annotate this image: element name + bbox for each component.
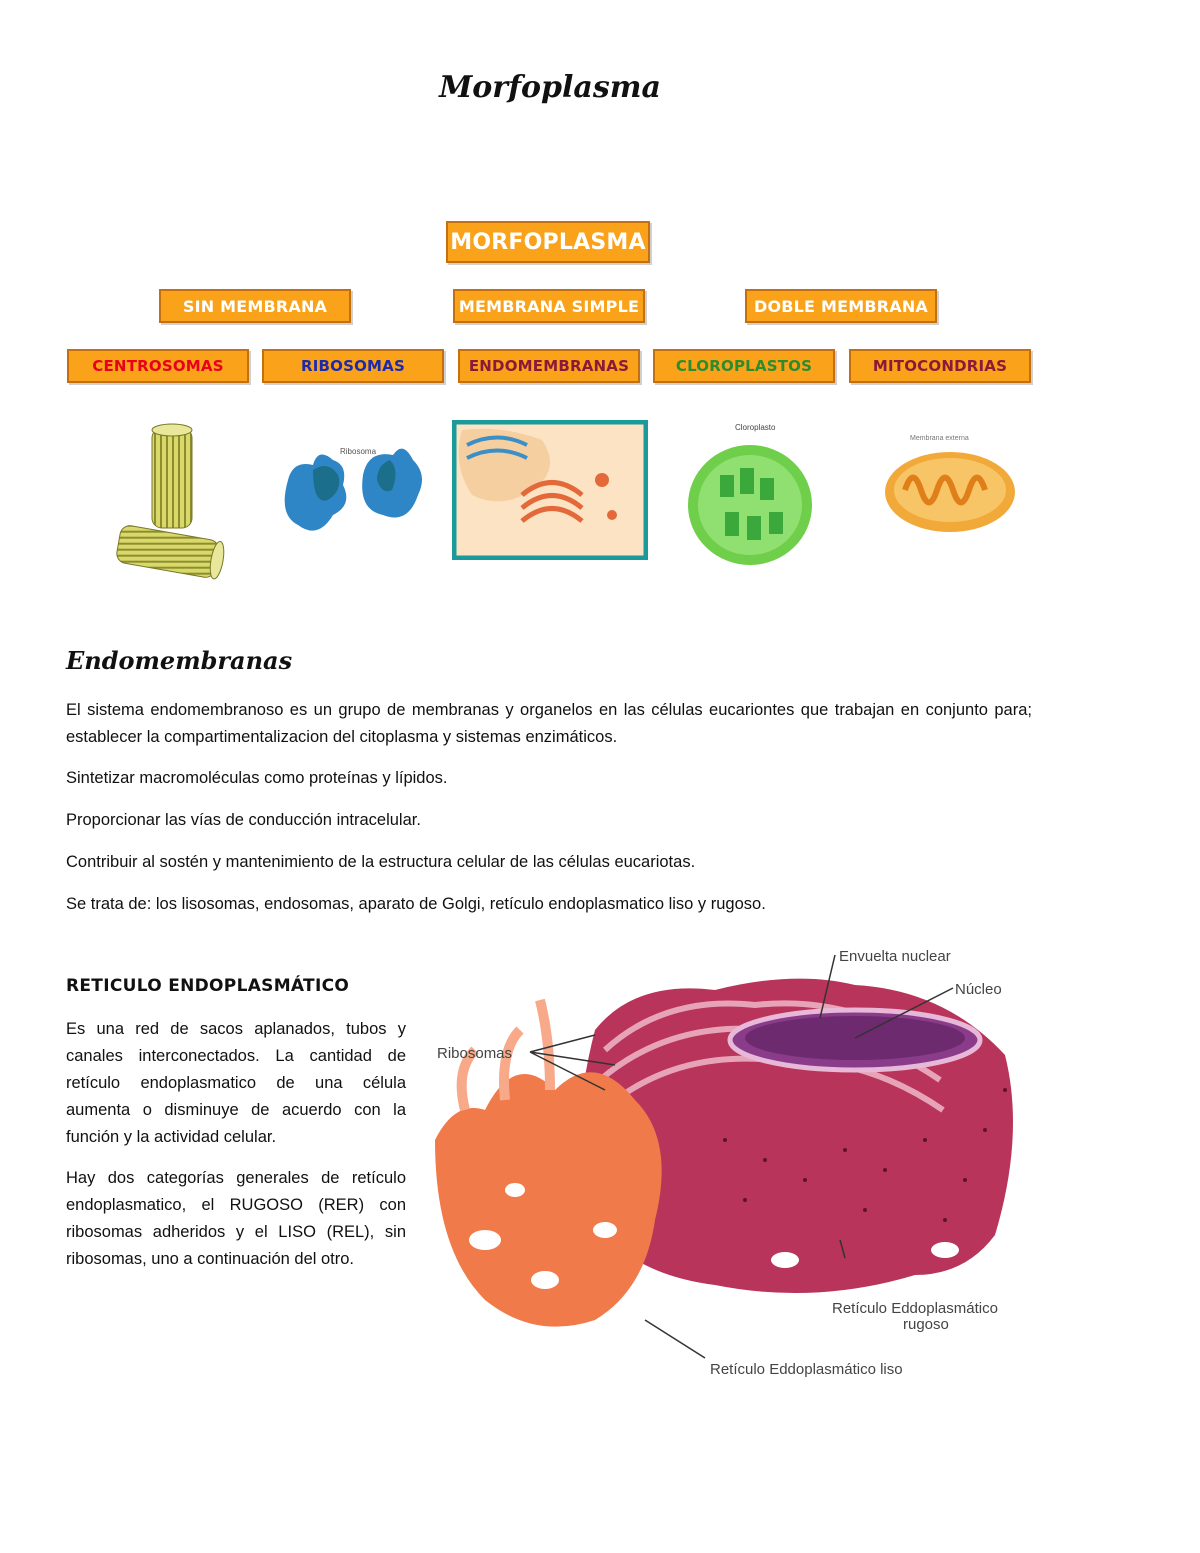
label-nucleo: Núcleo xyxy=(955,981,1002,998)
paragraph: Se trata de: los lisosomas, endosomas, aparato de Golgi, retículo endoplasmatico liso y rugoso. xyxy=(66,895,766,913)
endomembranas-body xyxy=(66,697,1032,918)
section-heading-reticulo: RETICULO ENDOPLASMÁTICO xyxy=(66,976,350,996)
category-doble-membrana: DOBLE MEMBRANA xyxy=(745,289,937,323)
diagram-root-box: MORFOPLASMA xyxy=(446,221,650,263)
leaf-centrosomas: CENTROSOMAS xyxy=(67,349,249,383)
centrosome-illustration xyxy=(100,420,230,585)
paragraph: Hay dos categorías generales de retículo endoplasmatico, el RUGOSO (RER) con ribosomas adheridos y el LISO (REL), sin ribosomas, uno a continuación del otro. xyxy=(66,1169,406,1268)
chloroplast-illustration xyxy=(675,420,825,570)
label-envuelta-nuclear: Envuelta nuclear xyxy=(839,948,951,965)
label-ribosomas: Ribosomas xyxy=(437,1045,513,1062)
leaf-mitocondrias: MITOCONDRIAS xyxy=(849,349,1031,383)
paragraph: Es una red de sacos aplanados, tubos y canales interconectados. La cantidad de retículo endoplasmatico de una célula aumenta o disminuye de acuerdo con la función y la actividad celular. xyxy=(66,1020,406,1146)
paragraph: Contribuir al sostén y mantenimiento de la estructura celular de las células eucariotas. xyxy=(66,853,696,871)
ribosome-illustration xyxy=(278,440,428,535)
svg-text:Ribosoma: Ribosoma xyxy=(340,447,377,456)
paragraph: Proporcionar las vías de conducción intracelular. xyxy=(66,811,421,829)
category-sin-membrana: SIN MEMBRANA xyxy=(159,289,351,323)
leaf-cloroplastos: CLOROPLASTOS xyxy=(653,349,835,383)
category-membrana-simple: MEMBRANA SIMPLE xyxy=(453,289,645,323)
svg-text:Cloroplasto: Cloroplasto xyxy=(735,423,776,432)
label-reticulo-rugoso-1: Retículo Eddoplasmático xyxy=(832,1300,998,1317)
leaf-endomembranas: ENDOMEMBRANAS xyxy=(458,349,640,383)
page-title: Morfoplasma xyxy=(439,70,661,105)
er-illustration xyxy=(425,940,1045,1390)
mitochondria-illustration xyxy=(870,430,1030,545)
endomembrane-illustration xyxy=(452,420,648,560)
paragraph: Sintetizar macromoléculas como proteínas y lípidos. xyxy=(66,769,448,787)
svg-text:Membrana externa: Membrana externa xyxy=(910,435,969,442)
reticulo-body xyxy=(66,1016,406,1273)
label-reticulo-rugoso-2: rugoso xyxy=(903,1316,949,1333)
leaf-ribosomas: RIBOSOMAS xyxy=(262,349,444,383)
section-heading-endomembranas: Endomembranas xyxy=(66,646,293,675)
label-reticulo-liso: Retículo Eddoplasmático liso xyxy=(710,1361,903,1378)
paragraph: El sistema endomembranoso es un grupo de membranas y organelos en las células eucariontes que trabajan en conjunto para; establecer la compartimentalizacion del citoplasma y sistemas enzimáticos. xyxy=(66,701,1032,746)
